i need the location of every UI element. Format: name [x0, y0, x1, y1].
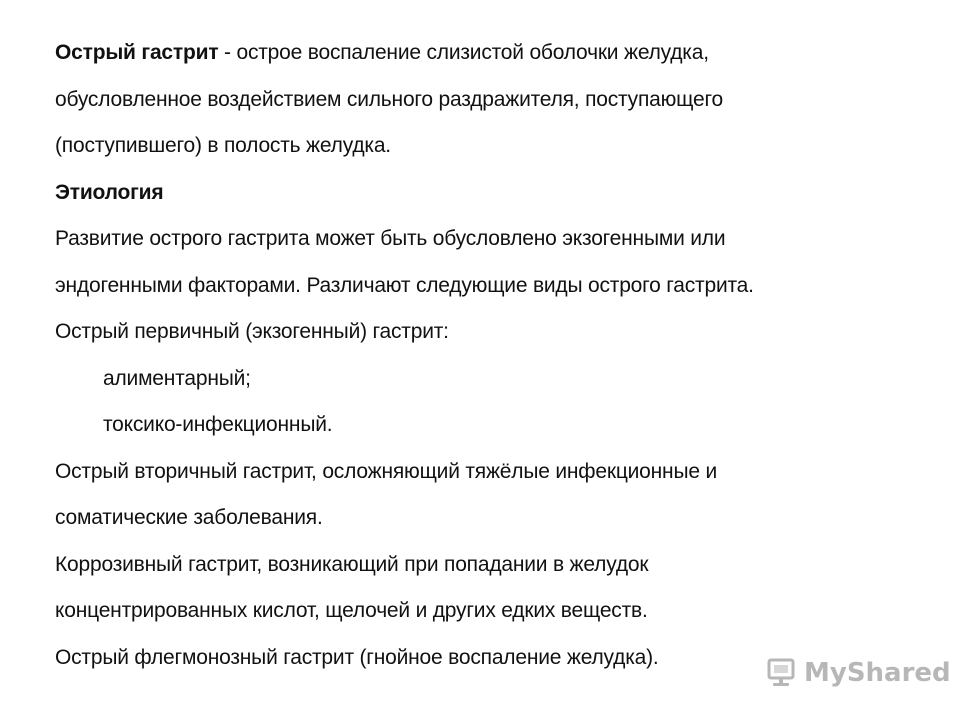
secondary-gastritis-line-1: Острый вторичный гастрит, осложняющий тяжёлые инфекционные и [55, 459, 717, 483]
watermark-text: MyShared [804, 658, 951, 688]
list-item: токсико-инфекционный. [103, 413, 333, 436]
definition-text: - острое воспаление слизистой оболочки желудка, [218, 41, 709, 64]
list-item: алиментарный; [103, 366, 251, 390]
watermark [764, 652, 951, 694]
corrosive-gastritis-line-2: концентрированных кислот, щелочей и других едких веществ. [55, 599, 648, 622]
phlegmonous-gastritis-line: Острый флегмонозный гастрит (гнойное воспаление желудка). [55, 645, 659, 669]
secondary-gastritis-line-2: соматические заболевания. [55, 506, 323, 529]
definition-line-3: (поступившего) в полость желудка. [55, 134, 391, 157]
corrosive-gastritis-line-1: Коррозивный гастрит, возникающий при попадании в желудок [55, 552, 649, 576]
definition-term: Острый гастрит [55, 41, 219, 64]
primary-gastritis-title: Острый первичный (экзогенный) гастрит: [55, 320, 449, 343]
monitor-icon [764, 656, 798, 690]
etiology-heading [55, 170, 935, 217]
etiology-heading-text: Этиология [55, 180, 164, 204]
etiology-line-1: Развитие острого гастрита может быть обусловлено экзогенными или [55, 227, 726, 250]
definition-line-1 [55, 30, 935, 77]
definition-line-2: обусловленное воздействием сильного раздражителя, поступающего [55, 87, 723, 111]
etiology-line-2: эндогенными факторами. Различают следующие виды острого гастрита. [55, 273, 754, 297]
document-body [55, 30, 935, 681]
